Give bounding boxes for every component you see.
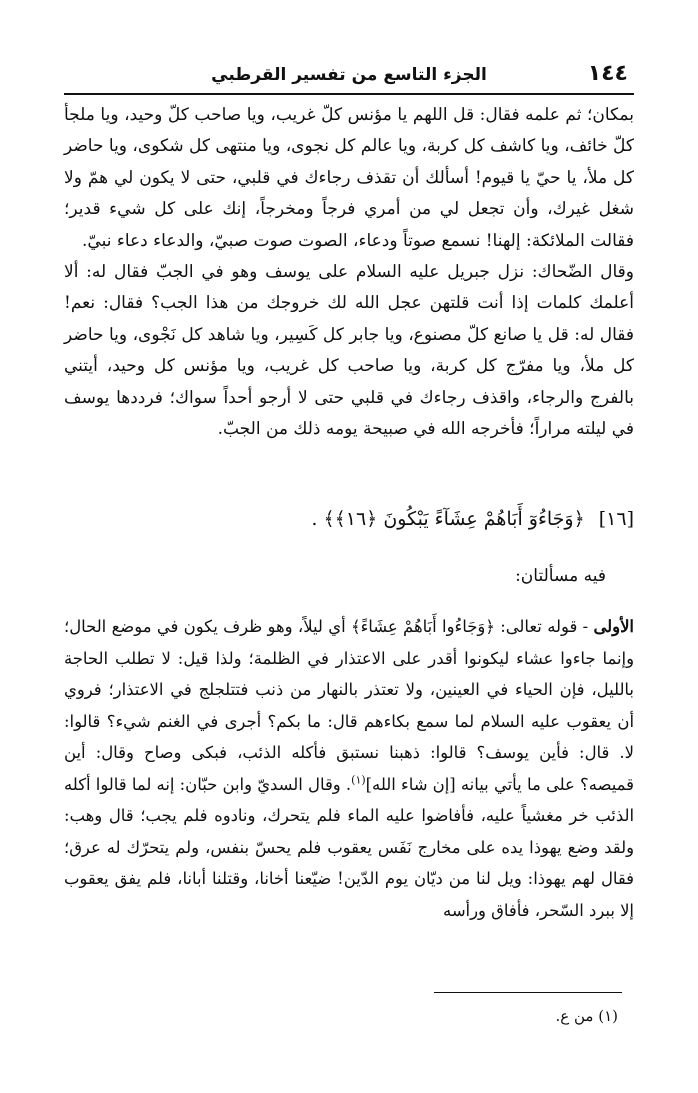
quran-verse: [311, 508, 634, 530]
paragraph-prayer: بمكان؛ ثم علمه فقال: قل اللهم يا مؤنس كلّ غريب، ويا صاحب كلّ وحيد، ويا ملجأ كلّ خائف، ويا كاشف كل كربة، ويا عالم كل نجوى، ويا منتهى كل شكوى، ويا حاضر كل ملأ، يا حيّ يا قيوم! أسألك أن تقذف رجاءك في قلبي، حتى لا يكون لي همّ ولا شغل غيرك، وأن تجعل لي من أمري فرجاً ومخرجاً، إنك على كل شيء قدير؛ فقالت الملائكة: إلهنا! نسمع صوتاً ودعاء، الصوت صوت صبيّ، والدعاء دعاء نبيّ.: [63, 105, 634, 251]
paragraph-first-issue: [64, 611, 634, 926]
first-issue-text-b: . وقال السديّ وابن حبّان: إنه لما قالوا أكله الذئب خر مغشياً عليه، فأفاضوا عليه الماء فلم يتحرك، ونادوه فلم يجب؛ قال وهب: ولقد وضع يهوذا يده على مخارج نَفَس يعقوب فلم يحسّ بنفس، ولم يتحرّك له عرق؛ فقال لهم يهوذا: ويل لنا من ديّان يوم الدّين! ضيّعنا أخانا، وقتلنا أبانا، فلم يفق يعقوب إلا ببرد السّحر، فأفاق ورأسه: [64, 774, 634, 920]
running-title: الجزء التاسع من تفسير القرطبي: [211, 65, 487, 85]
first-issue-label: الأولى: [593, 617, 634, 636]
paragraph-dahhak: وقال الضّحاك: نزل جبريل عليه السلام على يوسف وهو في الجبّ فقال له: ألا أعلمك كلمات إذا أنت قلتهن عجل الله لك خروجك من هذا الجب؟ فقال: نعم! فقال له: قل يا صانع كلّ مصنوع، ويا جابر كل كَسِير، ويا شاهد كل نَجْوى، ويا حاضر كل ملأ، ويا مفرّج كل كربة، ويا صاحب كل غريب، ويا مؤنس كل وحيد، أيتني بالفرج والرجاء، واقذف رجاءك في قلبي حتى لا أرجو أحداً سواك؛ فرددها يوسف في ليلته مراراً؛ فأخرجه الله في صبيحة يومه ذلك من الجبّ.: [64, 262, 634, 440]
footnote: (١) من ع.: [555, 1007, 618, 1025]
first-issue-text: [64, 611, 634, 926]
footnote-ref: (١): [351, 773, 366, 787]
header-rule: [64, 93, 634, 95]
verse-text: ﴿وَجَاءُوٓ أَبَاهُمْ عِشَآءً يَبْكُونَ ﴿١٦﴾﴾ .: [311, 508, 585, 530]
verse-number: [١٦]: [598, 508, 634, 530]
page-header: [64, 55, 634, 95]
footnote-rule: [434, 992, 622, 993]
first-issue-text-a: - قوله تعالى: ﴿وَجَاءُوا أَبَاهُمْ عِشَاءً﴾ أي ليلاً، وهو ظرف يكون في موضع الحال؛ وإنما جاءوا عشاء ليكونوا أقدر على الاعتذار في الظلمة؛ ولذا قيل: لا تطلب الحاجة بالليل، فإن الحياء في العينين، ولا تعتذر بالنهار من ذنب فتتلجلج في الاعتذار؛ فروي أن يعقوب عليه السلام لما سمع بكاءهم قال: ما بكم؟ أجرى في الغنم شيء؟ قالوا: لا. قال: فأين يوسف؟ قالوا: ذهبنا نستبق فأكله الذئب، فبكى وصاح وقال: أين قميصه؟ على ما يأتي بيانه [إن شاء الله]: [64, 617, 634, 794]
issues-heading: فيه مسألتان:: [515, 566, 606, 586]
page-number: ١٤٤: [587, 61, 628, 86]
main-text: [64, 100, 634, 445]
